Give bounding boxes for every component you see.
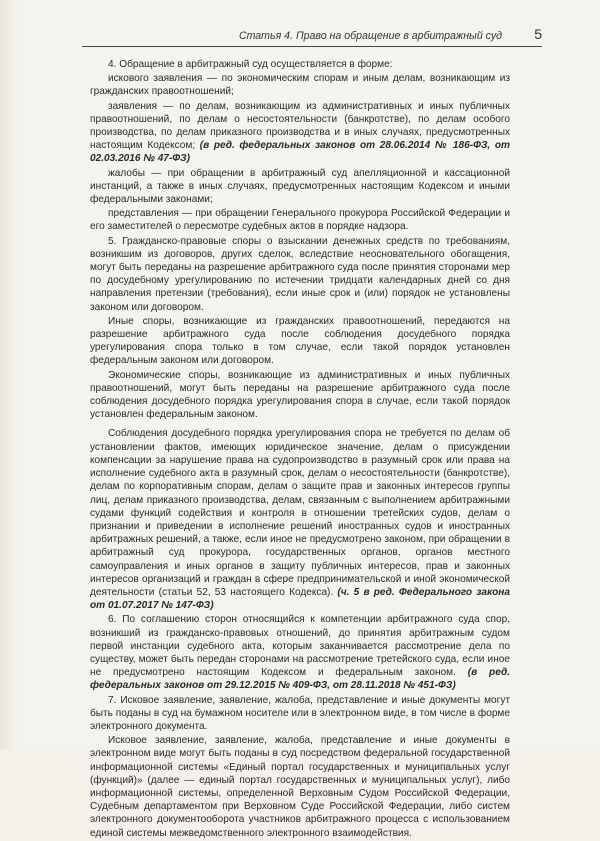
amendment-note: (в ред. федеральных законов от 29.12.2015 № 409-ФЗ, от 28.11.2018 № 451-ФЗ) — [90, 667, 511, 692]
running-header — [82, 24, 542, 47]
paragraph — [90, 369, 510, 422]
paragraph-text: 4. Обращение в арбитражный суд осуществляется в форме: — [108, 59, 393, 70]
paragraph-text: заявления — по делам, возникающим из административных и иных публичных правоотношений, по делам о несостоятельности (банкротстве), по делам особого производства, по делам приказного производства и в иных случаях, предусмотренных настоящим Кодексом; — [90, 100, 510, 152]
paragraph-text: Экономические споры, возникающие из административных и иных публичных правоотношений, могут быть переданы на разрешение арбитражного суда после соблюдения досудебного порядка урегулирования спора в случае, если такой порядок установлен федеральным законом. — [90, 369, 510, 421]
amendment-note: (ч. 5 в ред. Федерального закона от 01.07.2017 № 147-ФЗ) — [90, 586, 510, 612]
paragraph-text: Иные споры, возникающие из гражданских правоотношений, передаются на разрешение арбитражного суда после соблюдения досудебного порядка урегулирования спора только в том случае, если такой порядок установлен федеральным законом или договором. — [90, 315, 510, 367]
paragraph-text: 6. По соглашению сторон относящийся к компетенции арбитражного суда спор, возникший из гражданско-правовых отношений, до принятия арбитражным судом первой инстанции судебного акта, которым заканчивается рассмотрение дела по существу, может быть передан сторонами на рассмотрение третейского суда, если иное не предусмотрено настоящим Кодексом и федеральным законом. — [90, 614, 510, 679]
amendment-note: (в ред. федеральных законов от 28.06.2014 № 186-ФЗ, от 02.03.2016 № 47-ФЗ) — [90, 140, 510, 165]
paragraph — [90, 207, 510, 233]
paragraph — [90, 734, 510, 840]
paragraph-text: Исковое заявление, заявление, жалоба, представление и иные документы в электронном виде могут быть поданы в суд посредством федеральной государственной информационной системы «Единый портал государственных и муниципальных услуг (функций)» (далее — единый портал государственных и муниципальных услуг), либо информационной системы, определенной Верховным Судом Российской Федерации, Судебным департаментом при Верховном Суде Российской Федерации, либо систем электронного документооборота участников арбитражного процесса с использованием единой системы межведомственного электронного взаимодействия. — [90, 735, 510, 839]
paragraph-text: 7. Исковое заявление, заявление, жалоба, представление и иные документы могут быть поданы в суд на бумажном носителе или в электронном виде, в том числе в форме электронного документа. — [90, 694, 510, 732]
paragraph — [90, 167, 510, 207]
paragraph — [90, 235, 510, 314]
paragraph-text: жалобы — при обращении в арбитражный суд апелляционной и кассационной инстанций, а также в иных случаях, предусмотренных настоящим Кодексом и иными федеральными законами; — [90, 167, 510, 206]
paragraph — [90, 694, 510, 734]
paragraph-text: 5. Гражданско-правовые споры о взыскании денежных средств по требованиям, возникшим из договоров, других сделок, вследствие неосновательного обогащения, могут быть переданы на разрешение арбитражного суда после принятия сторонами мер по досудебному урегулированию по истечении тридцати календарных дней со дня направления претензии (требования), если иные срок и (или) порядок не установлены законом или договором. — [90, 235, 510, 313]
paragraph — [90, 100, 510, 166]
page-number: 5 — [534, 26, 542, 42]
header-title: Статья 4. Право на обращение в арбитражный суд — [238, 30, 502, 42]
paragraph — [90, 58, 510, 71]
paragraph-text: Соблюдения досудебного порядка урегулирования спора не требуется по делам об установлении фактов, имеющих юридическое значение, делам о присуждении компенсации за нарушение права на судопроизводство в разумный срок или права на исполнение судебного акта в разумный срок, делам о несостоятельности (банкротстве), делам по корпоративным спорам, делам о защите прав и законных интересов группы лиц, делам приказного производства, делам, связанным с выполнением арбитражными судами функций содействия и контроля в отношении третейских судов, делам о признании и приведении в исполнение решений иностранных судов и иностранных арбитражных решений, а также, если иное не предусмотрено законом, при обращении в арбитражный суд прокурора, государственных органов, органов местного самоуправления и иных органов в защиту публичных интересов, прав и законных интересов организаций и граждан в сфере предпринимательской и иной экономической деятельности (статьи 52, 53 настоящего Кодекса). — [90, 428, 510, 598]
article-body — [90, 58, 510, 841]
paragraph — [90, 427, 510, 612]
paragraph — [90, 72, 510, 98]
paragraph-text: представления — при обращении Генерального прокурора Российской Федерации и его заместителей о пересмотре судебных актов в порядке надзора. — [90, 208, 510, 233]
paragraph — [90, 315, 510, 368]
paragraph — [90, 613, 510, 692]
paragraph-text: искового заявления — по экономическим спорам и иным делам, возникающим из гражданских правоотношений; — [90, 73, 510, 98]
